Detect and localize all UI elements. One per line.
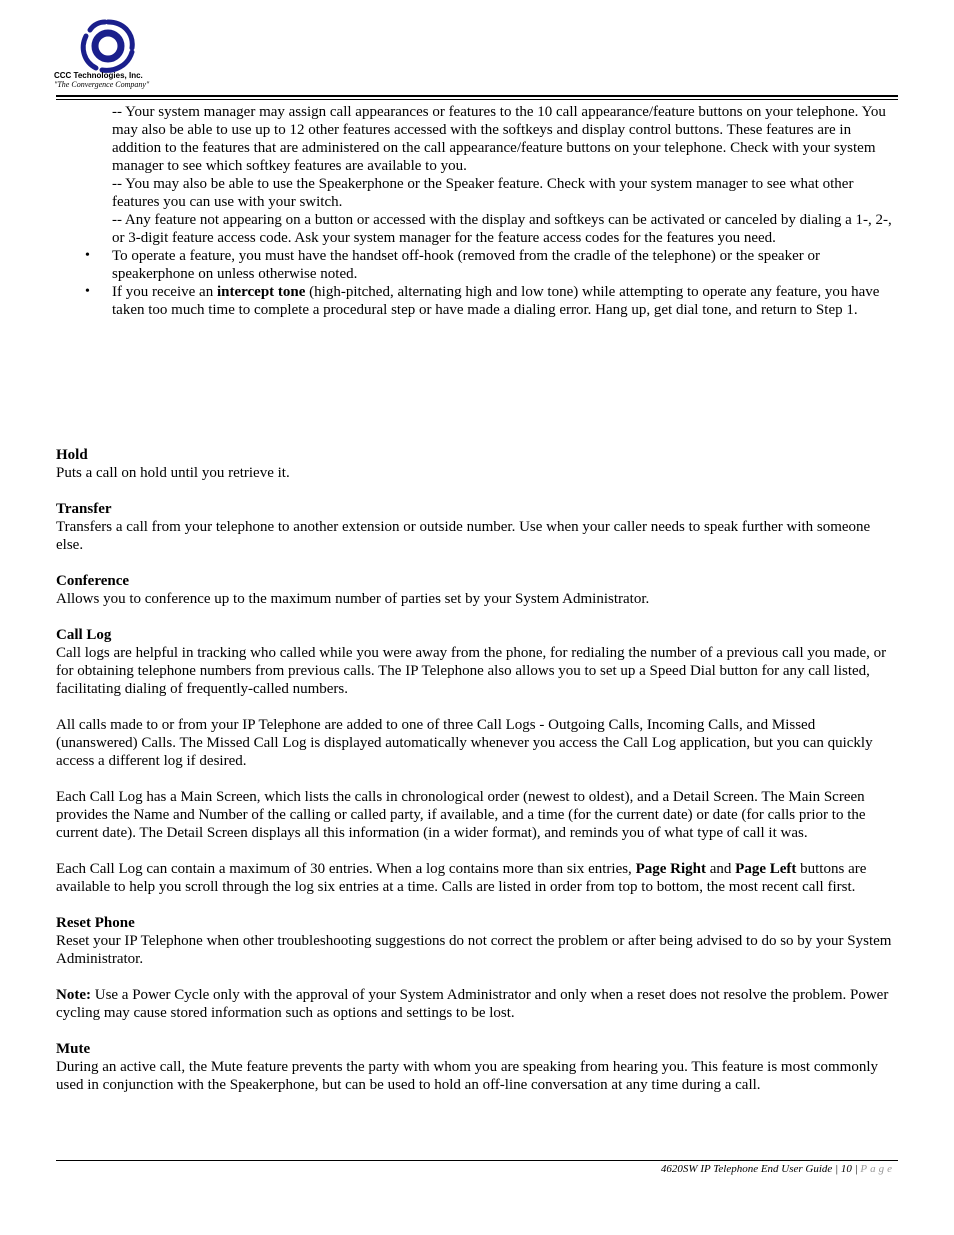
call-log-4-part-c: and [705, 861, 736, 877]
header-rule-thin [56, 99, 898, 100]
bullet-item-offhook [56, 247, 898, 283]
footer-guide-title: 4620SW IP Telephone End User Guide [660, 1163, 833, 1175]
bullet-text-post: (high-pitched, alternating high and low tone) while attempting to operate any feature, you have taken too much time to complete a procedural step or have made a dialing error. Hang up, get dial tone, and return to Step 1. [112, 284, 880, 318]
bullet-icon: • [85, 248, 90, 263]
company-tagline: "The Convergence Company" [54, 80, 150, 89]
note-paragraph [56, 986, 898, 1022]
section-title-transfer: Transfer [56, 501, 112, 517]
section-text-call-log-2: All calls made to or from your IP Telephone are added to one of three Call Logs - Outgoing Calls, Incoming Calls, and Missed (unanswered) Calls. The Missed Call Log is displayed automatically whenever you access the Call Log application, but you can quickly access a different log if desired. [56, 717, 873, 769]
company-logo [54, 18, 164, 94]
section-text-call-log-1: Call logs are helpful in tracking who called while you were away from the phone, for redialing the number of a previous call you made, or for obtaining telephone numbers from previous calls. The IP Telephone also allows you to set up a Speed Dial button for any call listed, facilitating dialing of frequently-called numbers. [56, 645, 887, 697]
note-label: Note: [56, 987, 91, 1003]
section-title-hold: Hold [56, 447, 88, 463]
company-name: CCC Technologies, Inc. [54, 71, 143, 80]
section-title-conference: Conference [56, 573, 130, 589]
page-right-label: Page Right [635, 861, 706, 877]
swirl-logo-icon [78, 18, 138, 74]
section-text-hold: Puts a call on hold until you retrieve it. [56, 465, 290, 481]
call-log-4-part-a: Each Call Log can contain a maximum of 30 entries. When a log contains more than six entries, [56, 861, 636, 877]
intro-paragraph-2: -- You may also be able to use the Speakerphone or the Speaker feature. Check with your system manager to see what other features you can use with your switch. [112, 176, 854, 210]
section-text-call-log-3: Each Call Log has a Main Screen, which lists the calls in chronological order (newest to oldest), and a Detail Screen. The Main Screen provides the Name and Number of the calling or called party, if available, and a time (for the current date) or date (for calls prior to the current date). The Detail Screen displays all this information (in a wider format), and reminds you of what type of call it was. [56, 789, 866, 841]
header-rule-thick [56, 95, 898, 97]
section-text-conference: Allows you to conference up to the maximum number of parties set by your System Administrator. [56, 591, 650, 607]
intro-paragraph-3: -- Any feature not appearing on a button or accessed with the display and softkeys can be activated or canceled by dialing a 1-, 2-, or 3-digit feature access code. Ask your system manager for the feature access codes for the features you need. [112, 212, 892, 246]
intro-block [56, 103, 898, 319]
section-text-reset-phone: Reset your IP Telephone when other troubleshooting suggestions do not correct the problem or after being advised to do so by your System Administrator. [56, 933, 892, 967]
bullet-icon: • [85, 284, 90, 299]
footer-separator: | [851, 1163, 861, 1175]
footer-separator: | [832, 1163, 841, 1175]
section-title-call-log: Call Log [56, 627, 112, 643]
bullet-text: To operate a feature, you must have the handset off-hook (removed from the cradle of the telephone) or the speaker or speakerphone on unless otherwise noted. [112, 248, 820, 282]
intro-paragraph-1: -- Your system manager may assign call appearances or features to the 10 call appearance/feature buttons on your telephone. You may also be able to use up to 12 other features accessed with the softkeys and display control buttons. These features are in addition to the features that are administered on the call appearance/feature buttons on your telephone. Check with your system manager to see which softkey features are available to you. [112, 104, 886, 174]
footer-page-word: Page [860, 1163, 895, 1175]
page-footer [661, 1162, 895, 1176]
section-text-call-log-4 [56, 860, 898, 896]
feature-sections [56, 446, 898, 1094]
section-title-mute: Mute [56, 1041, 91, 1057]
section-text-mute: During an active call, the Mute feature prevents the party with whom you are speaking from hearing you. This feature is most commonly used in conjunction with the Speakerphone, but can be used to hold an off-line conversation at any time during a call. [56, 1059, 878, 1093]
bullet-text-bold: intercept tone [216, 284, 306, 300]
page-left-label: Page Left [735, 861, 797, 877]
footer-page-number: 10 [840, 1163, 852, 1175]
note-text: Use a Power Cycle only with the approval of your System Administrator and only when a reset does not resolve the problem. Power cycling may cause stored information such as options and settings to be lost. [56, 987, 889, 1021]
section-title-reset-phone: Reset Phone [56, 915, 135, 931]
footer-rule [56, 1160, 898, 1161]
bullet-item-intercept-tone [56, 283, 898, 319]
call-log-4-part-e: buttons are available to help you scroll through the log six entries at a time. Calls are listed in order from top to bottom, the most recent call first. [56, 861, 867, 895]
section-text-transfer: Transfers a call from your telephone to another extension or outside number. Use when your caller needs to speak further with someone else. [56, 519, 871, 553]
bullet-text-pre: If you receive an [112, 284, 217, 300]
